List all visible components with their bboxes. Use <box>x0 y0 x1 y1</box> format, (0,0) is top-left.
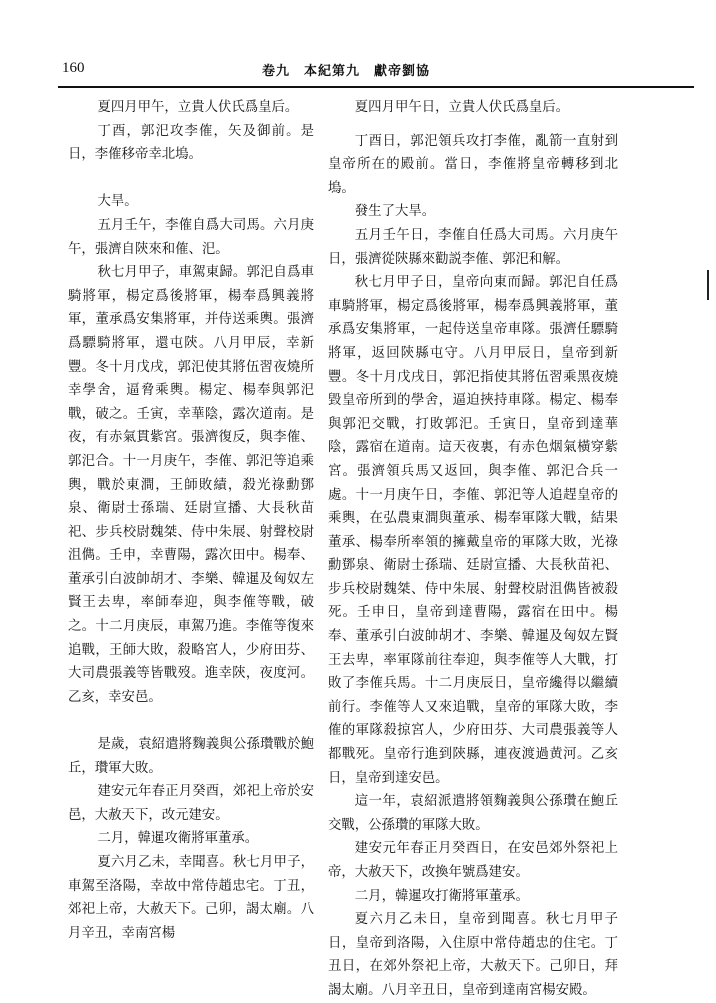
paragraph: 建安元年春正月癸酉日，在安邑郊外祭祀上帝，大赦天下，改換年號爲建安。 <box>328 841 618 880</box>
paragraph: 五月壬午日，李傕自任爲大司馬。六月庚午日，張濟從陝縣來勸説李傕、郭汜和解。 <box>328 227 618 267</box>
original-text-column <box>68 96 314 945</box>
paragraph: 發生了大旱。 <box>354 204 436 220</box>
paragraph: 二月，韓暹攻打衛將軍董承。 <box>354 888 529 904</box>
paragraph-spacer <box>328 120 618 130</box>
paragraph: 五月壬午，李傕自爲大司馬。六月庚午，張濟自陝來和傕、汜。 <box>68 217 314 257</box>
paragraph: 秋七月甲子日，皇帝向東而歸。郭汜自任爲車騎將軍，楊定爲後將軍，楊奉爲興義將軍，董承爲安集將軍，一起侍送皇帝車隊。張濟任驃騎將軍，返回陝縣屯守。八月甲辰日，皇帝到新豐。冬十月戊戌日，郭汜指使其將伍習乘黑夜燒毀皇帝所到的學舍，逼迫挾持車隊。楊定、楊奉與郭汜交戰，打敗郭汜。壬寅日，皇帝到達華陰，露宿在道南。這天夜裏，有赤色烟氣橫穿紫宮。張濟領兵馬又返回，與李傕、郭汜合兵一處。十一月庚午日，李傕、郭汜等人追趕皇帝的乘輿，在弘農東澗與董承、楊奉軍隊大戰，結果董承、楊奉所率領的擁戴皇帝的軍隊大敗，光祿勳鄧泉、衛尉士孫瑞、廷尉宣播、大長秋苗祀、步兵校尉魏桀、侍中朱展、射聲校尉沮儁皆被殺死。壬申日，皇帝到達曹陽，露宿在田中。楊奉、董承引白波帥胡才、李樂、韓暹及匈奴左賢王去卑，率軍隊前往奉迎，與李傕等人大戰，打敗了李傕兵馬。十二月庚辰日，皇帝纔得以繼續前行。李傕等人又來追戰，皇帝的軍隊大敗，李傕的軍隊殺掠宮人，少府田芬、大司農張義等人都戰死。皇帝行進到陝縣，連夜渡過黄河。乙亥日，皇帝到達安邑。 <box>328 275 618 786</box>
paragraph: 大旱。 <box>97 194 138 210</box>
paragraph: 丁酉日，郭汜領兵攻打李傕，亂箭一直射到皇帝所在的殿前。當日，李傕將皇帝轉移到北塢。 <box>328 133 618 196</box>
paragraph: 夏六月乙未日，皇帝到聞喜。秋七月甲子日，皇帝到洛陽，入住原中常侍趙忠的住宅。丁丑日，在郊外祭祀上帝，大赦天下。己卯日，拜謁太廟。八月辛丑日，皇帝到達南宮楊安殿。 <box>328 912 618 998</box>
paragraph: 這一年，袁紹派遣將領麴義與公孫瓚在鮑丘交戰，公孫瓚的軍隊大敗。 <box>328 794 618 833</box>
page-number: 160 <box>62 60 85 76</box>
page-header <box>0 0 716 92</box>
translation-column <box>328 96 618 1003</box>
paragraph-spacer <box>68 709 314 733</box>
paragraph: 夏六月乙未，幸聞喜。秋七月甲子，車駕至洛陽，幸故中常侍趙忠宅。丁丑，郊祀上帝，大赦天下。己卯，謁太廟。八月辛丑，幸南宮楊 <box>68 855 314 941</box>
paragraph: 夏四月甲午日，立貴人伏氏爲皇后。 <box>354 100 570 115</box>
paragraph: 二月，韓暹攻衛將軍董承。 <box>97 831 259 847</box>
margin-mark <box>707 270 709 300</box>
paragraph-spacer <box>68 167 314 191</box>
paragraph: 夏四月甲午，立貴人伏氏爲皇后。 <box>97 100 299 115</box>
paragraph: 秋七月甲子，車駕東歸。郭汜自爲車騎將軍，楊定爲後將軍，楊奉爲興義將軍，董承爲安集將軍，并侍送乘輿。張濟爲驃騎將軍，還屯陝。八月甲辰，幸新豐。冬十月戊戌，郭汜使其將伍習夜燒所幸學舍，逼脅乘輿。楊定、楊奉與郭汜戰，破之。壬寅，幸華陰，露次道南。是夜，有赤氣貫紫宮。張濟復反，與李傕、郭汜合。十一月庚午，李傕、郭汜等追乘輿，戰於東澗，王師敗績，殺光祿勳鄧泉、衛尉士孫瑞、廷尉宣播、大長秋苗祀、步兵校尉魏桀、侍中朱展、射聲校尉沮儁。壬申，幸曹陽，露次田中。楊奉、董承引白波帥胡才、李樂、韓暹及匈奴左賢王去卑，率師奉迎，與李傕等戰，破之。十二月庚辰，車駕乃進。李傕等復來追戰，王師大敗，殺略宮人，少府田芬、大司農張義等皆戰歿。進幸陝，夜度河。乙亥，幸安邑。 <box>68 265 314 705</box>
header-rule <box>58 86 694 88</box>
paragraph: 建安元年春正月癸酉，郊祀上帝於安邑，大赦天下，改元建安。 <box>68 784 314 823</box>
paragraph: 是歲，袁紹遣將麴義與公孫瓚戰於鮑丘，瓚軍大敗。 <box>68 737 314 776</box>
paragraph: 丁酉，郭汜攻李傕，矢及御前。是日，李傕移帝幸北塢。 <box>68 123 314 163</box>
running-title: 卷九 本紀第九 獻帝劉協 <box>262 64 431 79</box>
